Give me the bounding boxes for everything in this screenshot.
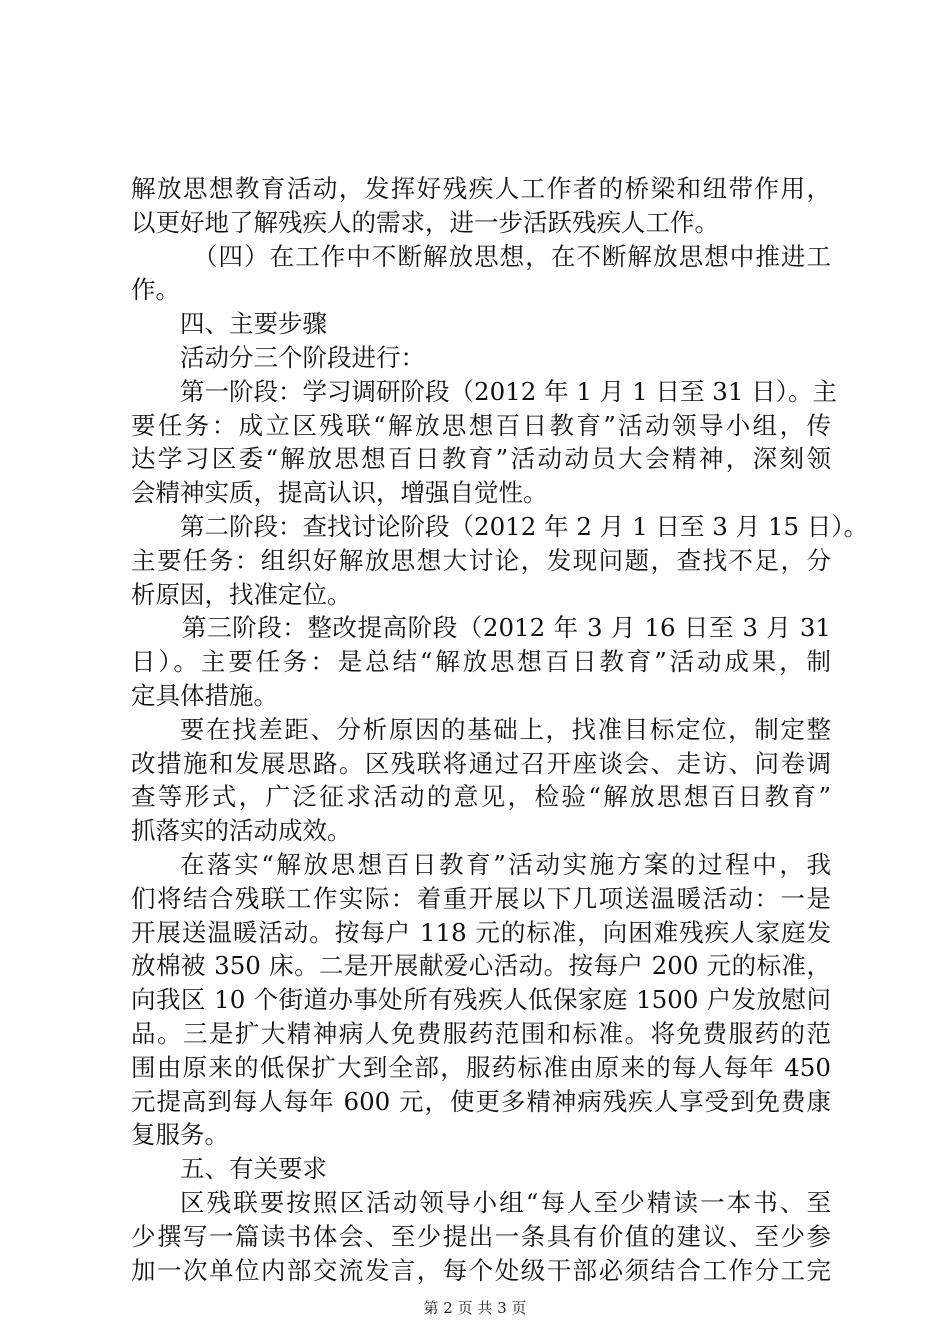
text-line: 放棉被 350 床。二是开展献爱心活动。按每户 200 元的标准， bbox=[131, 951, 831, 981]
text-line: 复服务。 bbox=[131, 1120, 229, 1150]
text-line: 解放思想教育活动，发挥好残疾人工作者的桥梁和纽带作用， bbox=[131, 174, 831, 203]
page-footer: 第 2 页 共 3 页 bbox=[423, 1299, 527, 1317]
text-line: 析原因，找准定位。 bbox=[131, 579, 352, 609]
text-line: 品。三是扩大精神病人免费服药范围和标准。将免费服药的范 bbox=[131, 1018, 831, 1048]
text-line: 会精神实质，提高认识，增强自觉性。 bbox=[131, 478, 548, 508]
document-body bbox=[131, 172, 869, 1287]
text-line: 定具体措施。 bbox=[131, 680, 278, 710]
section-heading: 五、有关要求 bbox=[180, 1154, 327, 1184]
text-line: 抓落实的活动成效。 bbox=[131, 816, 352, 846]
text-line: 第二阶段：查找讨论阶段（2012 年 2 月 1 日至 3 月 15 日）。 bbox=[180, 511, 869, 541]
text-line: 以更好地了解残疾人的需求，进一步活跃残疾人工作。 bbox=[131, 207, 719, 237]
text-line: 主要任务：组织好解放思想大讨论，发现问题，查找不足，分 bbox=[131, 545, 831, 575]
text-line: 向我区 10 个街道办事处所有残疾人低保家庭 1500 户发放慰问 bbox=[131, 985, 831, 1015]
text-line: 活动分三个阶段进行： bbox=[180, 342, 425, 372]
section-heading: 四、主要步骤 bbox=[180, 309, 327, 339]
text-line: 查等形式，广泛征求活动的意见，检验“解放思想百日教育” bbox=[131, 782, 831, 812]
text-line: 们将结合残联工作实际：着重开展以下几项送温暖活动：一是 bbox=[131, 883, 831, 913]
text-line: 区残联要按照区活动领导小组“每人至少精读一本书、至 bbox=[180, 1187, 831, 1217]
text-line: 要任务：成立区残联“解放思想百日教育”活动领导小组，传 bbox=[131, 410, 831, 440]
text-line: 围由原来的低保扩大到全部，服药标准由原来的每人每年 450 bbox=[131, 1052, 831, 1082]
text-line: 开展送温暖活动。按每户 118 元的标准，向困难残疾人家庭发 bbox=[131, 917, 831, 947]
text-line: 加一次单位内部交流发言，每个处级干部必须结合工作分工完 bbox=[131, 1255, 831, 1285]
text-line: 作。 bbox=[131, 275, 180, 305]
text-line: 改措施和发展思路。区残联将通过召开座谈会、走访、问卷调 bbox=[131, 748, 831, 778]
text-line: 第三阶段：整改提高阶段（2012 年 3 月 16 日至 3 月 31 bbox=[182, 613, 831, 643]
text-line: （四）在工作中不断解放思想，在不断解放思想中推进工 bbox=[193, 241, 831, 271]
text-line: 在落实“解放思想百日教育”活动实施方案的过程中，我 bbox=[180, 849, 831, 879]
text-line: 达学习区委“解放思想百日教育”活动动员大会精神，深刻领 bbox=[131, 444, 831, 474]
text-line: 日）。主要任务：是总结“解放思想百日教育”活动成果，制 bbox=[131, 647, 831, 677]
text-line: 元提高到每人每年 600 元，使更多精神病残疾人享受到免费康 bbox=[131, 1086, 831, 1116]
text-line: 少撰写一篇读书体会、至少提出一条具有价值的建议、至少参 bbox=[131, 1221, 831, 1251]
text-line: 要在找差距、分析原因的基础上，找准目标定位，制定整 bbox=[180, 714, 831, 744]
text-line: 第一阶段：学习调研阶段（2012 年 1 月 1 日至 31 日）。主 bbox=[180, 376, 837, 406]
